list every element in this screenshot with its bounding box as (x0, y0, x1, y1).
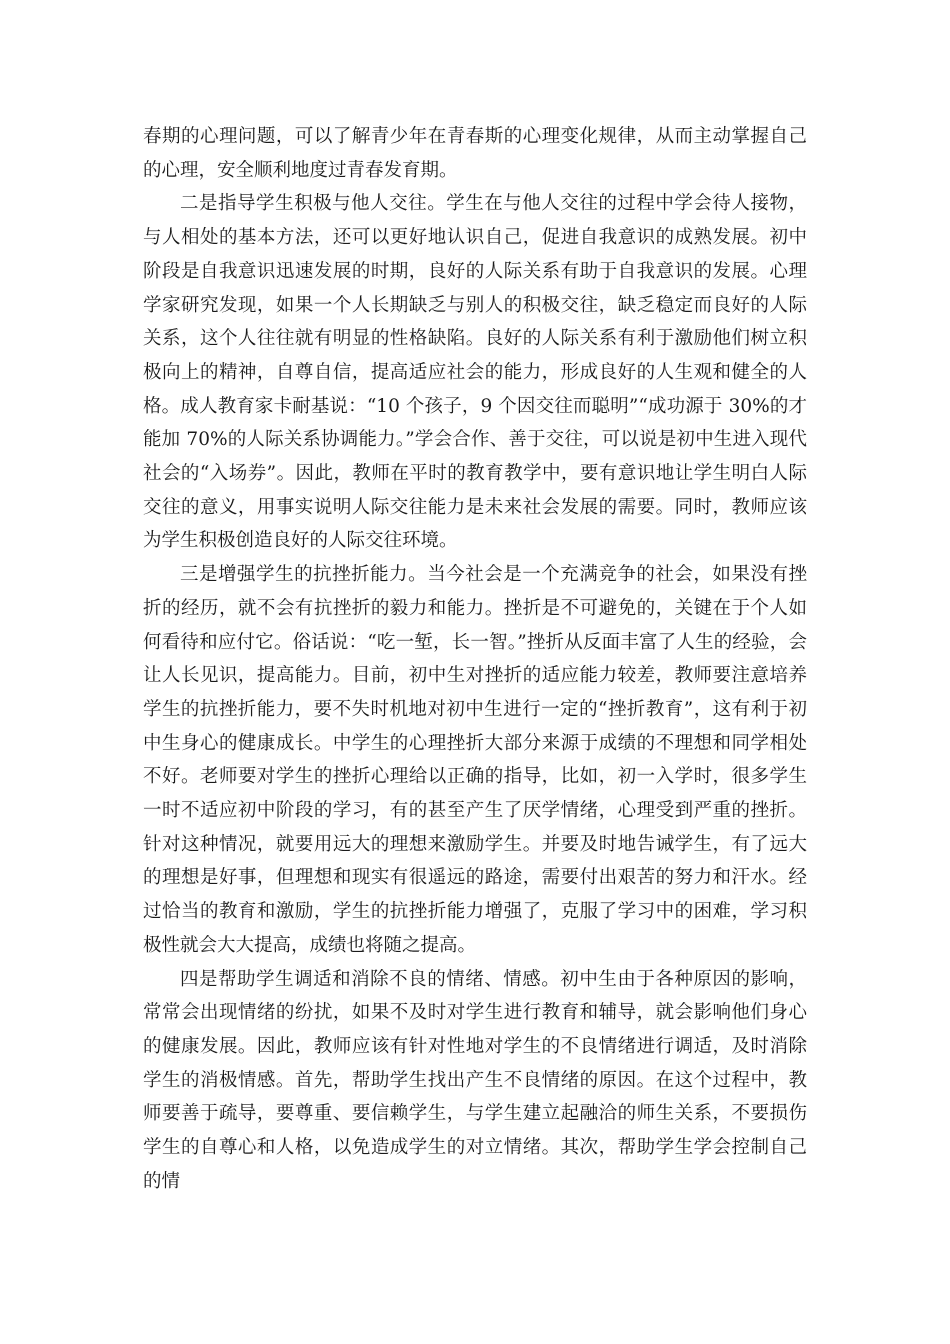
document-page (143, 120, 807, 1199)
paragraph-continuation: 春期的心理问题，可以了解青少年在青春斯的心理变化规律，从而主动掌握自己的心理，安全顺利地度过青春发育期。 (143, 126, 807, 181)
paragraph-social-interaction: 二是指导学生积极与他人交往。学生在与他人交往的过程中学会待人接物，与人相处的基本方法，还可以更好地认识自己，促进自我意识的成熟发展。初中阶段是自我意识迅速发展的时期，良好的人际关系有助于自我意识的发展。心理学家研究发现，如果一个人长期缺乏与别人的积极交往，缺乏稳定而良好的人际关系，这个人往往就有明显的性格缺陷。良好的人际关系有利于激励他们树立积极向上的精神，自尊自信，提高适应社会的能力，形成良好的人生观和健全的人格。成人教育家卡耐基说：“10 个孩子，9 个因交往而聪明”“成功源于 30%的才能加 70%的人际关系协调能力。”学会合作、善于交往，可以说是初中生进入现代社会的“入场券”。因此，教师在平时的教育教学中，要有意识地让学生明白人际交往的意义，用事实说明人际交往能力是未来社会发展的需要。同时，教师应该为学生积极创造良好的人际交往环境。 (143, 193, 807, 552)
paragraph-emotion-regulation: 四是帮助学生调适和消除不良的情绪、情感。初中生由于各种原因的影响，常常会出现情绪的纷扰，如果不及时对学生进行教育和辅导，就会影响他们身心的健康发展。因此，教师应该有针对性地对学生的不良情绪进行调适，及时消除学生的消极情感。首先，帮助学生找出产生不良情绪的原因。在这个过程中，教师要善于疏导，要尊重、要信赖学生，与学生建立起融洽的师生关系，不要损伤学生的自尊心和人格，以免造成学生的对立情绪。其次，帮助学生学会控制自己的情 (143, 968, 807, 1192)
paragraph-frustration-resilience: 三是增强学生的抗挫折能力。当今社会是一个充满竞争的社会，如果没有挫折的经历，就不会有抗挫折的毅力和能力。挫折是不可避免的，关键在于个人如何看待和应付它。俗话说：“吃一堑，长一智。”挫折从反面丰富了人生的经验，会让人长见识，提高能力。目前，初中生对挫折的适应能力较差，教师要注意培养学生的抗挫折能力，要不失时机地对初中生进行一定的“挫折教育”，这有利于初中生身心的健康成长。中学生的心理挫折大部分来源于成绩的不理想和同学相处不好。老师要对学生的挫折心理给以正确的指导，比如，初一入学时，很多学生一时不适应初中阶段的学习，有的甚至产生了厌学情绪，心理受到严重的挫折。针对这种情况，就要用远大的理想来激励学生。并要及时地告诫学生，有了远大的理想是好事，但理想和现实有很遥远的路途，需要付出艰苦的努力和汗水。经过恰当的教育和激励，学生的抗挫折能力增强了，克服了学习中的困难，学习积极性就会大大提高，成绩也将随之提高。 (143, 564, 807, 956)
